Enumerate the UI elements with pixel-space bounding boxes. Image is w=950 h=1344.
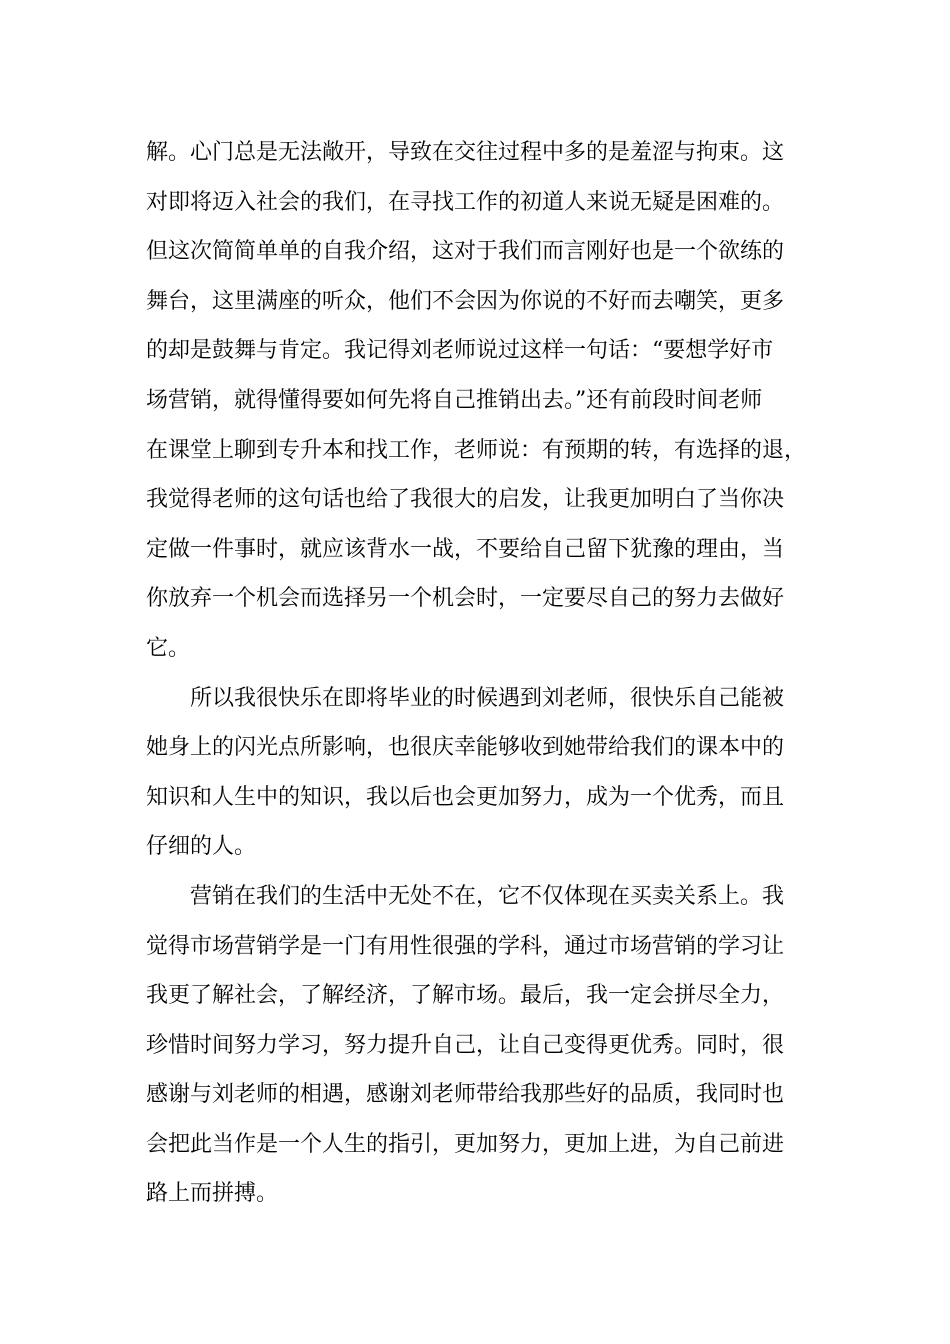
text-line: 仔细的人。 xyxy=(146,834,257,860)
text-line: 你放弃一个机会而选择另一个机会时，一定要尽自己的努力去做好 xyxy=(146,586,785,612)
text-line: 我更了解社会，了解经济，了解市场。最后，我一定会拼尽全力， xyxy=(146,983,785,1009)
text-line: 在课堂上聊到专升本和找工作，老师说：有预期的转，有选择的退， xyxy=(146,437,807,463)
text-line: 解。心门总是无法敞开，导致在交往过程中多的是羞涩与拘束。这 xyxy=(146,140,785,165)
text-line: 的却是鼓舞与肯定。我记得刘老师说过这样一句话：“要想学好市 xyxy=(146,338,774,364)
paragraph-1 xyxy=(146,128,810,674)
text-line: 对即将迈入社会的我们，在寻找工作的初道人来说无疑是困难的。 xyxy=(146,189,785,215)
text-line: 知识和人生中的知识，我以后也会更加努力，成为一个优秀，而且 xyxy=(146,784,785,810)
text-line: 所以我很快乐在即将毕业的时候遇到刘老师，很快乐自己能被 xyxy=(190,685,785,711)
text-line: 珍惜时间努力学习，努力提升自己，让自己变得更优秀。同时，很 xyxy=(146,1032,785,1058)
text-line: 但这次简简单单的自我介绍，这对于我们而言刚好也是一个欲练的 xyxy=(146,239,785,265)
text-line: 觉得市场营销学是一门有用性很强的学科，通过市场营销的学习让 xyxy=(146,933,785,959)
text-line: 路上而拼搏。 xyxy=(146,1181,279,1207)
text-line: 她身上的闪光点所影响，也很庆幸能够收到她带给我们的课本中的 xyxy=(146,735,785,761)
text-line: 场营销，就得懂得要如何先将自己推销出去。”还有前段时间老师 xyxy=(146,387,763,413)
document-body xyxy=(146,128,810,1219)
text-line: 会把此当作是一个人生的指引，更加努力，更加上进，为自己前进 xyxy=(146,1131,785,1157)
text-line: 定做一件事时，就应该背水一战，不要给自己留下犹豫的理由，当 xyxy=(146,536,785,562)
text-line: 营销在我们的生活中无处不在，它不仅体现在买卖关系上。我 xyxy=(190,883,785,909)
paragraph-3 xyxy=(146,872,810,1219)
text-line: 它。 xyxy=(146,635,191,661)
paragraph-2 xyxy=(146,674,810,872)
text-line: 感谢与刘老师的相遇，感谢刘老师带给我那些好的品质，我同时也 xyxy=(146,1082,785,1108)
text-line: 舞台，这里满座的听众，他们不会因为你说的不好而去嘲笑，更多 xyxy=(146,288,785,314)
text-line: 我觉得老师的这句话也给了我很大的启发，让我更加明白了当你决 xyxy=(146,487,785,513)
